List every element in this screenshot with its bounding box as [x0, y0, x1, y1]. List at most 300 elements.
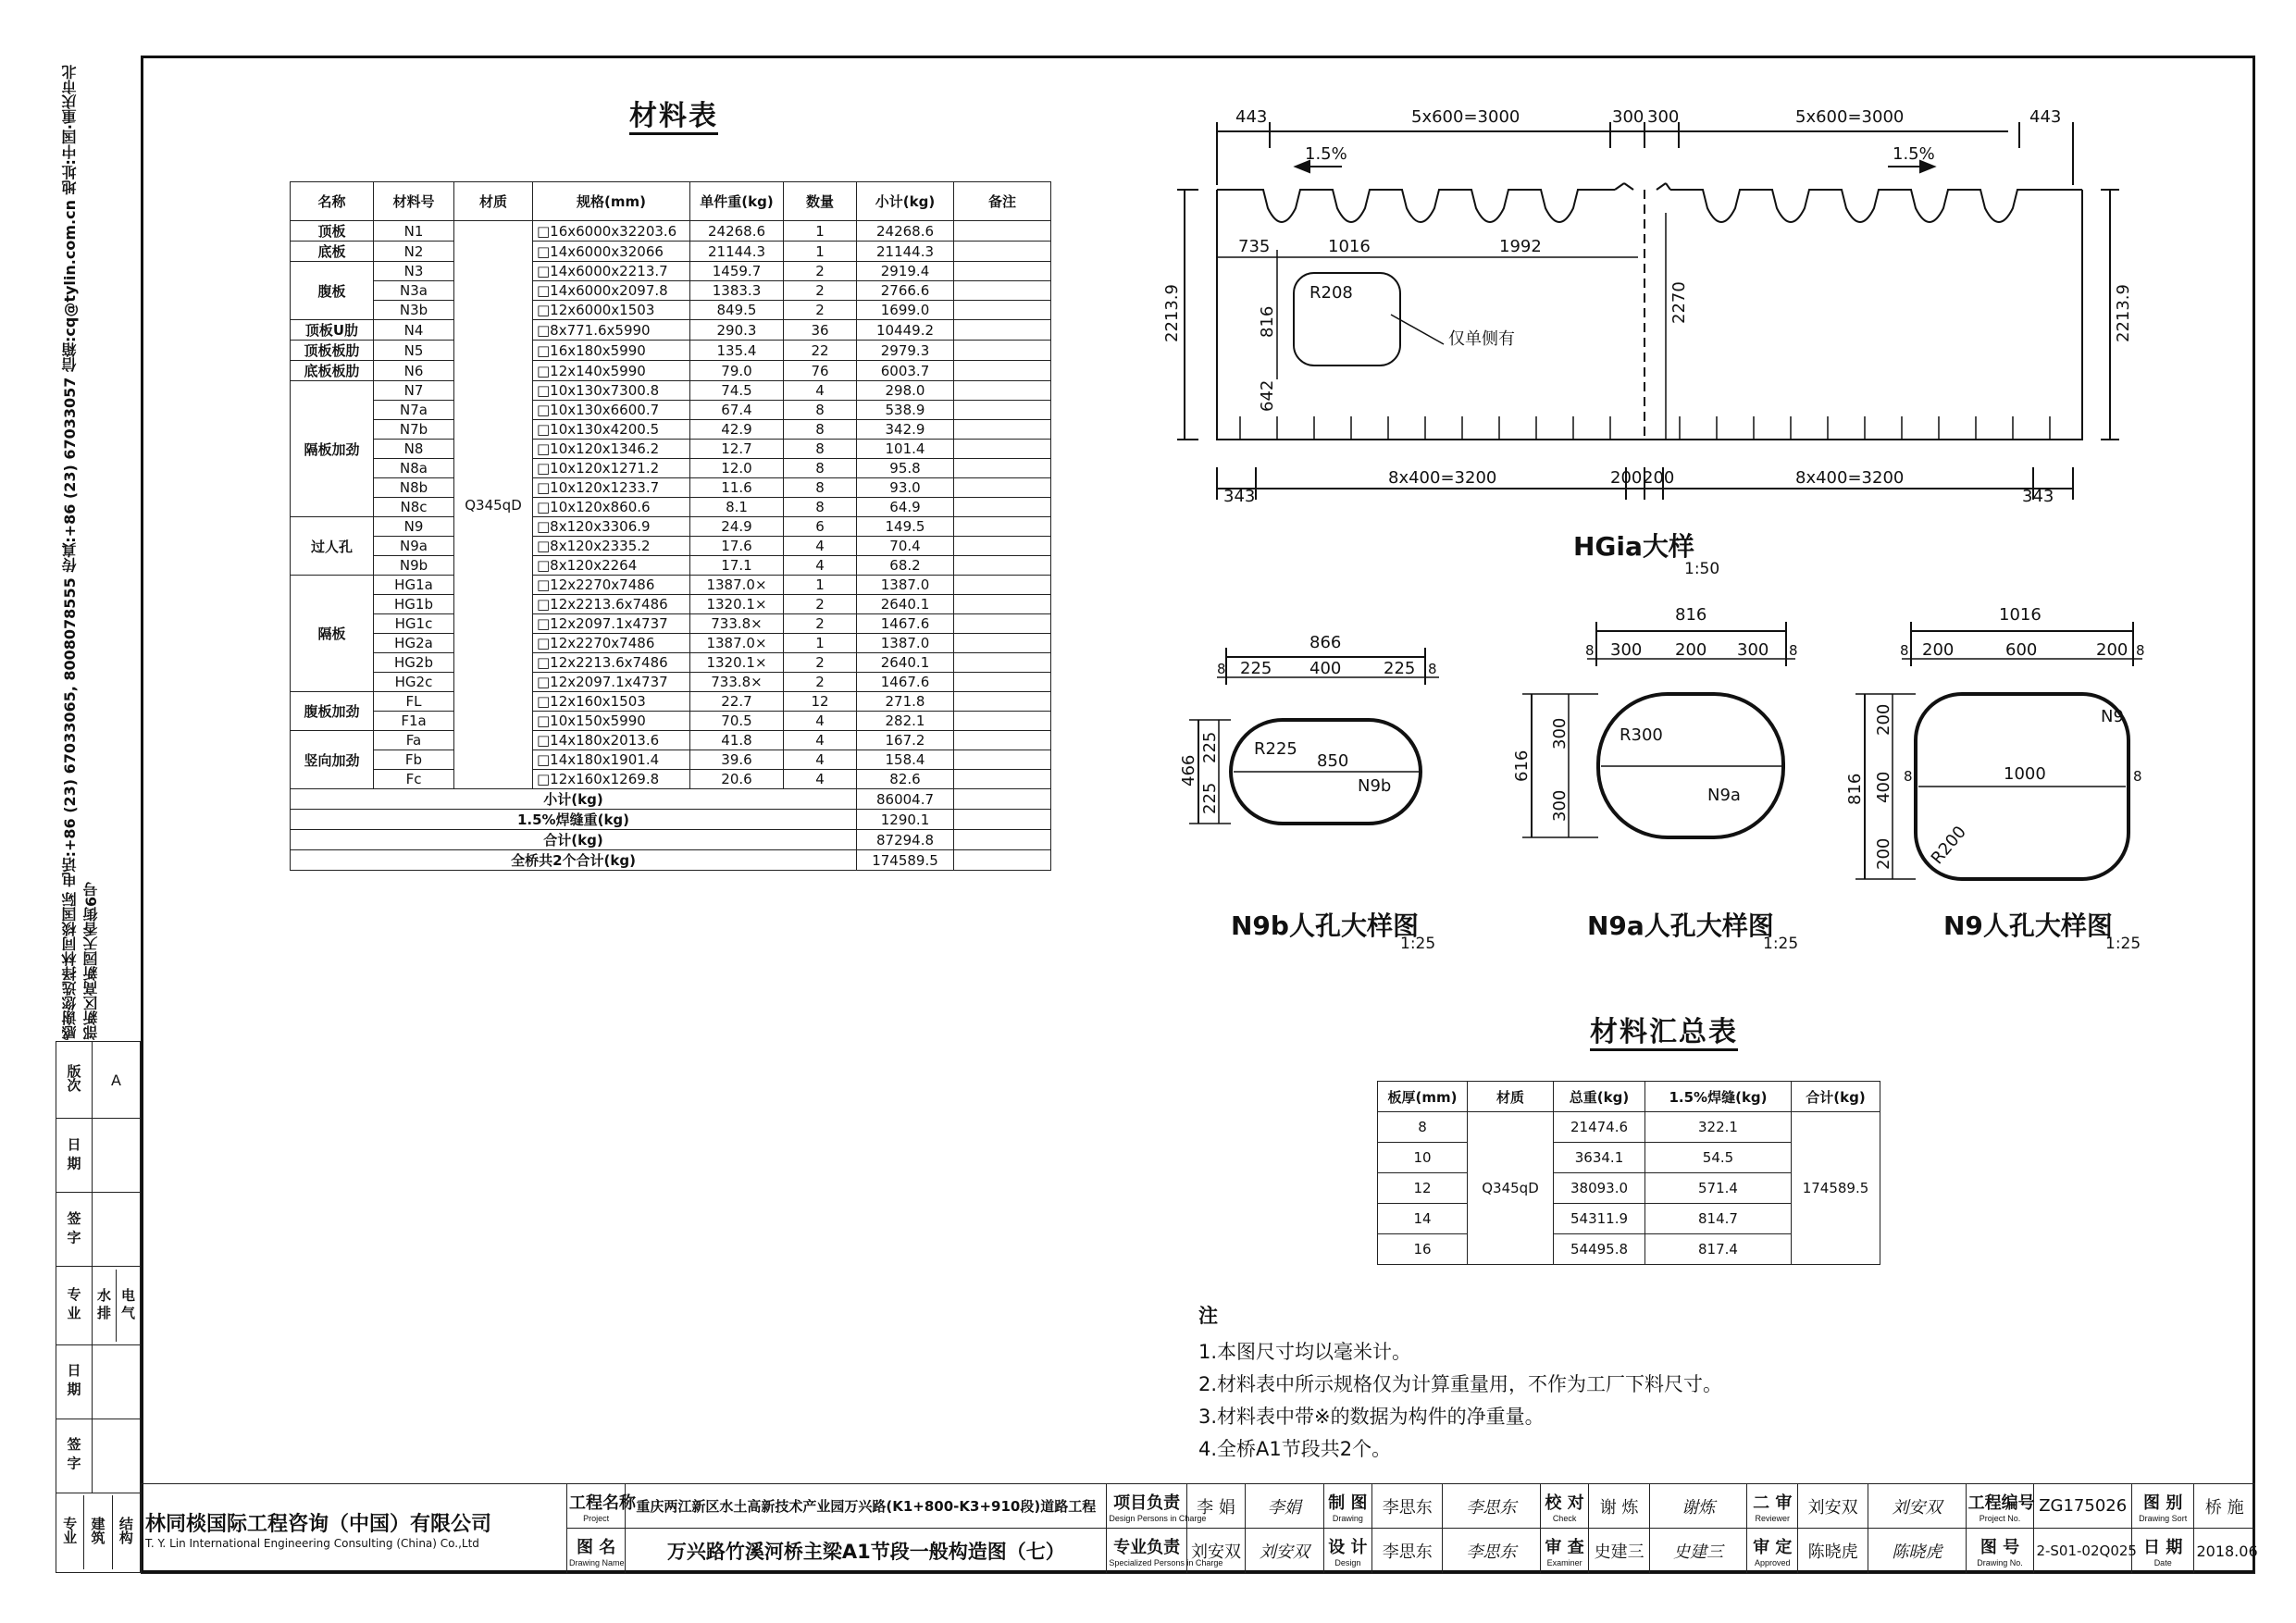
specialty-item: 水: [95, 1287, 112, 1302]
company-name-en: T. Y. Lin International Engineering Consulting (China) Co.,Ltd: [145, 1536, 479, 1550]
material-subtotal: 68.2: [857, 556, 954, 576]
material-spec: □10x120x860.6: [533, 498, 690, 517]
material-subtotal: 21144.3: [857, 242, 954, 262]
hgia-dim-height: 816: [1258, 305, 1277, 338]
material-unit-weight: 733.8×: [690, 614, 784, 634]
material-total-row: [291, 850, 1051, 871]
company-contact: 感谢您选择林同棪国际 电话:+86 (23) 67033065, 8008078555 传真:+86 (23) 67033057 信箱:cq@tylin.com.cn 地址:中国·重庆市北部新区高新园天香街6号: [61, 64, 100, 1040]
summary-header: 1.5%焊缝(kg): [1645, 1082, 1792, 1112]
n9b-vdim: 225: [1200, 731, 1220, 763]
summary-weld: 571.4: [1645, 1173, 1792, 1204]
material-spec: □12x2097.1x4737: [533, 614, 690, 634]
material-unit-weight: 41.8: [690, 731, 784, 750]
hgia-dim-top: 300: [1612, 107, 1644, 127]
material-qty: 2: [784, 614, 857, 634]
summary-table-title: 材料汇总表: [1590, 1016, 1738, 1048]
company-name-cn: 林同棪国际工程咨询（中国）有限公司: [145, 1512, 492, 1536]
material-code: HG1a: [374, 576, 454, 595]
n9-side: 8: [1904, 768, 1913, 785]
drawing-label-en: Drawing Name: [568, 1558, 625, 1567]
material-row: [291, 341, 1051, 361]
n9a-subdim: 8: [1789, 642, 1798, 659]
material-code: N3a: [374, 281, 454, 301]
material-unit-weight: 12.0: [690, 459, 784, 478]
material-subtotal: 24268.6: [857, 221, 954, 242]
material-subtotal: 149.5: [857, 517, 954, 537]
material-row: [291, 459, 1051, 478]
notes: [1198, 1300, 1722, 1466]
hgia-slope-right: 1.5%: [1893, 144, 1935, 164]
material-group-name: 过人孔: [291, 517, 374, 576]
material-subtotal: 298.0: [857, 381, 954, 401]
material-remark: [954, 576, 1051, 595]
material-total-remark: [954, 830, 1051, 850]
material-code: Fc: [374, 770, 454, 789]
material-spec: □12x2097.1x4737: [533, 673, 690, 692]
material-remark: [954, 381, 1051, 401]
material-unit-weight: 11.6: [690, 478, 784, 498]
material-subtotal: 2640.1: [857, 653, 954, 673]
summary-weight: 54311.9: [1554, 1204, 1645, 1234]
material-unit-weight: 1387.0×: [690, 634, 784, 653]
material-row: [291, 262, 1051, 281]
material-row: [291, 537, 1051, 556]
material-spec: □14x6000x2097.8: [533, 281, 690, 301]
material-remark: [954, 634, 1051, 653]
material-spec: □14x6000x32066: [533, 242, 690, 262]
material-remark: [954, 221, 1051, 242]
material-code: N9a: [374, 537, 454, 556]
version-label: 版次: [65, 1064, 82, 1093]
material-qty: 8: [784, 478, 857, 498]
material-code: Fa: [374, 731, 454, 750]
material-spec: □12x2270x7486: [533, 576, 690, 595]
material-remark: [954, 420, 1051, 440]
material-table: [290, 181, 1051, 871]
hgia-dim-inner: 1016: [1328, 237, 1371, 256]
material-total-remark: [954, 810, 1051, 830]
material-row: [291, 556, 1051, 576]
hgia-dim-top: 5x600=3000: [1411, 107, 1520, 127]
material-row: [291, 614, 1051, 634]
spec-label-en: Specialized Persons in Charge: [1109, 1558, 1223, 1567]
material-qty: 2: [784, 281, 857, 301]
n9a-height: 616: [1512, 750, 1532, 782]
material-unit-weight: 20.6: [690, 770, 784, 789]
material-grade: Q345qD: [454, 221, 533, 789]
n9b-label: N9b: [1358, 776, 1392, 796]
material-row: [291, 381, 1051, 401]
material-spec: □12x2213.6x7486: [533, 653, 690, 673]
material-row: [291, 221, 1051, 242]
hgia-dim-bottom: 343: [1223, 487, 1256, 506]
n9-vdim: 400: [1874, 771, 1893, 803]
check-name: 谢 炼: [1589, 1484, 1649, 1529]
project-label-en: Project: [583, 1513, 610, 1523]
material-qty: 4: [784, 750, 857, 770]
review-signature: 刘安双: [1868, 1484, 1966, 1529]
hgia-dim-top: 5x600=3000: [1795, 107, 1905, 127]
material-unit-weight: 42.9: [690, 420, 784, 440]
draw-label-en: Drawing: [1332, 1513, 1363, 1523]
hgia-dim-top: 443: [1235, 107, 1268, 127]
summary-header: 板厚(mm): [1378, 1082, 1468, 1112]
material-unit-weight: 8.1: [690, 498, 784, 517]
material-subtotal: 2919.4: [857, 262, 954, 281]
material-remark: [954, 341, 1051, 361]
material-qty: 22: [784, 341, 857, 361]
material-remark: [954, 301, 1051, 320]
material-code: N6: [374, 361, 454, 381]
summary-thickness: 14: [1378, 1204, 1468, 1234]
material-spec: □10x130x4200.5: [533, 420, 690, 440]
material-subtotal: 70.4: [857, 537, 954, 556]
material-qty: 12: [784, 692, 857, 712]
n9-width: 1016: [1999, 605, 2042, 625]
material-qty: 36: [784, 320, 857, 341]
material-remark: [954, 692, 1051, 712]
summary-weight: 54495.8: [1554, 1234, 1645, 1265]
hgia-dim-bottom: 200: [1610, 468, 1643, 488]
material-code: N2: [374, 242, 454, 262]
check-label: 校 对: [1545, 1493, 1584, 1513]
material-spec: □8x120x2264: [533, 556, 690, 576]
material-header-remark: 备注: [954, 182, 1051, 221]
material-qty: 4: [784, 556, 857, 576]
check-signature: 谢炼: [1649, 1484, 1746, 1529]
material-row: [291, 478, 1051, 498]
pm-signature: 李娟: [1246, 1484, 1323, 1529]
n9a-radius: R300: [1620, 725, 1663, 745]
material-unit-weight: 67.4: [690, 401, 784, 420]
summary-header: 总重(kg): [1554, 1082, 1645, 1112]
material-qty: 8: [784, 401, 857, 420]
material-group-name: 腹板: [291, 262, 374, 320]
exam-name: 史建三: [1589, 1529, 1649, 1574]
summary-table: [1377, 1081, 1880, 1265]
material-code: N1: [374, 221, 454, 242]
exam-signature: 史建三: [1649, 1529, 1746, 1574]
approve-label: 审 定: [1753, 1538, 1793, 1557]
material-row: [291, 301, 1051, 320]
material-qty: 2: [784, 301, 857, 320]
material-spec: □16x6000x32203.6: [533, 221, 690, 242]
material-unit-weight: 12.7: [690, 440, 784, 459]
material-subtotal: 93.0: [857, 478, 954, 498]
material-remark: [954, 440, 1051, 459]
material-row: [291, 731, 1051, 750]
n9-vdim: 200: [1874, 703, 1893, 736]
n9b-radius: R225: [1254, 739, 1297, 759]
n9b-subdim: 400: [1309, 659, 1342, 678]
material-code: N7b: [374, 420, 454, 440]
sign-label-2: 签 字: [65, 1437, 82, 1470]
hgia-dim-height: 2213.9: [2114, 284, 2133, 342]
material-spec: □10x120x1346.2: [533, 440, 690, 459]
hgia-dim-height: 2213.9: [1162, 284, 1182, 342]
n9-radius: R200: [1927, 822, 1970, 869]
material-spec: □16x180x5990: [533, 341, 690, 361]
project-name: 重庆两江新区水土高新技术产业园万兴路(K1+800-K3+910段)道路工程: [626, 1484, 1107, 1529]
material-remark: [954, 401, 1051, 420]
n9b-subdim: 225: [1384, 659, 1416, 678]
material-code: N8: [374, 440, 454, 459]
n9b-subdim: 8: [1428, 661, 1437, 677]
projno-label-en: Project No.: [1979, 1513, 2021, 1523]
material-header-code: 材料号: [374, 182, 454, 221]
drawing-number: 2-S01-02Q025: [2034, 1529, 2131, 1574]
material-subtotal: 271.8: [857, 692, 954, 712]
design-name: 李思东: [1372, 1529, 1443, 1574]
hgia-dim-bottom: 200: [1643, 468, 1675, 488]
version-value: A: [111, 1071, 121, 1089]
review-label-en: Reviewer: [1755, 1513, 1790, 1523]
material-unit-weight: 24268.6: [690, 221, 784, 242]
material-subtotal: 2640.1: [857, 595, 954, 614]
material-unit-weight: 17.1: [690, 556, 784, 576]
n9b-vdim: 225: [1200, 782, 1220, 814]
manhole-n9-drawing: [1828, 592, 2147, 962]
material-group-name: 顶板U肋: [291, 320, 374, 341]
summary-grand-total: 174589.5: [1792, 1112, 1880, 1265]
material-group-name: 底板: [291, 242, 374, 262]
n9b-inner: 850: [1317, 751, 1349, 771]
material-remark: [954, 673, 1051, 692]
draw-name: 李思东: [1372, 1484, 1443, 1529]
material-code: Fb: [374, 750, 454, 770]
manhole-n9b-drawing: [1161, 620, 1485, 962]
material-header-subtotal: 小计(kg): [857, 182, 954, 221]
material-qty: 76: [784, 361, 857, 381]
material-spec: □10x120x1233.7: [533, 478, 690, 498]
material-remark: [954, 281, 1051, 301]
summary-header: 材质: [1468, 1082, 1554, 1112]
summary-thickness: 10: [1378, 1143, 1468, 1173]
material-remark: [954, 478, 1051, 498]
material-qty: 2: [784, 673, 857, 692]
material-subtotal: 95.8: [857, 459, 954, 478]
material-code: N8c: [374, 498, 454, 517]
material-unit-weight: 135.4: [690, 341, 784, 361]
material-qty: 8: [784, 440, 857, 459]
material-remark: [954, 242, 1051, 262]
note-item: 4.全桥A1节段共2个。: [1198, 1438, 1392, 1460]
material-remark: [954, 517, 1051, 537]
material-row: [291, 361, 1051, 381]
material-qty: 6: [784, 517, 857, 537]
summary-thickness: 16: [1378, 1234, 1468, 1265]
material-total-remark: [954, 850, 1051, 871]
material-header-spec: 规格(mm): [533, 182, 690, 221]
material-qty: 1: [784, 221, 857, 242]
material-subtotal: 101.4: [857, 440, 954, 459]
material-code: HG1b: [374, 595, 454, 614]
material-code: N5: [374, 341, 454, 361]
material-spec: □10x120x1271.2: [533, 459, 690, 478]
n9-side: 8: [2133, 768, 2142, 785]
draw-label: 制 图: [1328, 1493, 1368, 1513]
material-spec: □12x2270x7486: [533, 634, 690, 653]
material-remark: [954, 459, 1051, 478]
review-label: 二 审: [1753, 1493, 1793, 1513]
material-group-name: 顶板: [291, 221, 374, 242]
material-code: HG2a: [374, 634, 454, 653]
material-subtotal: 282.1: [857, 712, 954, 731]
specialty-item: 排: [95, 1305, 112, 1319]
design-label: 设 计: [1328, 1538, 1368, 1557]
drawno-label: 图 号: [1980, 1538, 2020, 1557]
material-spec: □8x120x3306.9: [533, 517, 690, 537]
material-total-value: 86004.7: [857, 789, 954, 810]
n9b-title: N9b人孔大样图: [1231, 911, 1419, 941]
drawing-name: 万兴路竹溪河桥主梁A1节段一般构造图（七）: [626, 1529, 1107, 1574]
sort-label-en: Drawing Sort: [2139, 1513, 2188, 1523]
material-total-label: 全桥共2个合计(kg): [291, 850, 857, 871]
material-remark: [954, 595, 1051, 614]
n9a-subdim: 8: [1585, 642, 1595, 659]
material-header-grade: 材质: [454, 182, 533, 221]
material-unit-weight: 1320.1×: [690, 653, 784, 673]
manhole-n9a-drawing: [1495, 592, 1828, 962]
project-label: 工程名称: [568, 1493, 636, 1513]
n9a-title: N9a人孔大样图: [1587, 911, 1774, 941]
material-row: [291, 770, 1051, 789]
specialty-item: 气: [119, 1305, 136, 1319]
material-subtotal: 2979.3: [857, 341, 954, 361]
material-total-value: 174589.5: [857, 850, 954, 871]
material-code: N9: [374, 517, 454, 537]
material-group-name: 隔板: [291, 576, 374, 692]
material-qty: 4: [784, 770, 857, 789]
material-spec: □10x130x6600.7: [533, 401, 690, 420]
summary-header: 合计(kg): [1792, 1082, 1880, 1112]
material-total-row: [291, 830, 1051, 850]
n9a-label: N9a: [1707, 786, 1741, 805]
n9a-subdim: 200: [1675, 640, 1707, 660]
approve-label-en: Approved: [1754, 1558, 1791, 1567]
hgia-dim-inner: 735: [1238, 237, 1271, 256]
material-remark: [954, 262, 1051, 281]
sort-label: 图 别: [2143, 1493, 2183, 1513]
material-total-label: 合计(kg): [291, 830, 857, 850]
material-spec: □12x2213.6x7486: [533, 595, 690, 614]
material-qty: 4: [784, 381, 857, 401]
note-item: 3.材料表中带※的数据为构件的净重量。: [1198, 1406, 1545, 1428]
projno-label: 工程编号: [1967, 1493, 2035, 1513]
note-item: 2.材料表中所示规格仅为计算重量用，不作为工厂下料尺寸。: [1198, 1373, 1723, 1395]
hgia-dim-inner: 1992: [1499, 237, 1542, 256]
material-spec: □12x140x5990: [533, 361, 690, 381]
material-unit-weight: 79.0: [690, 361, 784, 381]
material-unit-weight: 733.8×: [690, 673, 784, 692]
material-code: F1a: [374, 712, 454, 731]
material-qty: 1: [784, 634, 857, 653]
material-remark: [954, 537, 1051, 556]
n9-label: N9: [2101, 707, 2124, 726]
material-subtotal: 10449.2: [857, 320, 954, 341]
specialty-label: 专 业: [65, 1287, 82, 1320]
material-code: N3b: [374, 301, 454, 320]
material-qty: 4: [784, 712, 857, 731]
material-subtotal: 1467.6: [857, 614, 954, 634]
approve-name: 陈晓虎: [1798, 1529, 1868, 1574]
material-unit-weight: 290.3: [690, 320, 784, 341]
material-unit-weight: 849.5: [690, 301, 784, 320]
material-code: N8a: [374, 459, 454, 478]
approve-signature: 陈晓虎: [1868, 1529, 1966, 1574]
material-remark: [954, 653, 1051, 673]
material-remark: [954, 361, 1051, 381]
n9b-subdim: 225: [1240, 659, 1272, 678]
material-qty: 8: [784, 420, 857, 440]
material-qty: 8: [784, 459, 857, 478]
material-unit-weight: 21144.3: [690, 242, 784, 262]
material-qty: 4: [784, 731, 857, 750]
material-row: [291, 712, 1051, 731]
n9-height: 816: [1845, 773, 1865, 805]
notes-heading: 注: [1198, 1305, 1218, 1327]
n9-subdim: 600: [2005, 640, 2038, 660]
summary-weld: 54.5: [1645, 1143, 1792, 1173]
summary-thickness: 12: [1378, 1173, 1468, 1204]
n9a-vdim: 300: [1550, 717, 1570, 750]
material-table-title: 材料表: [629, 100, 718, 132]
date-label-en: Date: [2153, 1558, 2172, 1567]
material-group-name: 底板板肋: [291, 361, 374, 381]
review-name: 刘安双: [1798, 1484, 1868, 1529]
check-label-en: Check: [1552, 1513, 1577, 1523]
hgia-scale: 1:50: [1684, 560, 1720, 578]
material-unit-weight: 70.5: [690, 712, 784, 731]
specialty-item: 电: [119, 1287, 136, 1302]
material-code: N7a: [374, 401, 454, 420]
summary-weight: 21474.6: [1554, 1112, 1645, 1143]
material-group-name: 顶板板肋: [291, 341, 374, 361]
n9-subdim: 8: [1900, 642, 1909, 659]
material-subtotal: 6003.7: [857, 361, 954, 381]
n9-subdim: 200: [1922, 640, 1955, 660]
material-subtotal: 64.9: [857, 498, 954, 517]
material-row: [291, 420, 1051, 440]
material-row: [291, 242, 1051, 262]
design-signature: 李思东: [1443, 1529, 1540, 1574]
sign-label-1: 签 字: [65, 1211, 82, 1245]
spec-signature: 刘安双: [1246, 1529, 1323, 1574]
material-remark: [954, 731, 1051, 750]
material-total-label: 小计(kg): [291, 789, 857, 810]
n9a-scale: 1:25: [1763, 935, 1799, 953]
material-qty: 1: [784, 242, 857, 262]
draw-signature: 李思东: [1443, 1484, 1540, 1529]
material-qty: 2: [784, 595, 857, 614]
hgia-dim-height: 2270: [1669, 281, 1689, 324]
date-label: 日 期: [2143, 1538, 2183, 1557]
material-row: [291, 634, 1051, 653]
exam-label-en: Examiner: [1546, 1558, 1582, 1567]
material-unit-weight: 74.5: [690, 381, 784, 401]
hgia-detail-drawing: [1157, 102, 2133, 583]
material-subtotal: 1387.0: [857, 576, 954, 595]
note-item: 1.本图尺寸均以毫米计。: [1198, 1341, 1412, 1363]
material-remark: [954, 770, 1051, 789]
hgia-dim-bottom: 8x400=3200: [1388, 468, 1497, 488]
company-contact-strip: [59, 59, 100, 1040]
material-code: HG2b: [374, 653, 454, 673]
material-header-unit-weight: 单件重(kg): [690, 182, 784, 221]
discipline-label: 建筑: [89, 1517, 106, 1545]
spec-label: 专业负责: [1113, 1538, 1181, 1557]
material-unit-weight: 17.6: [690, 537, 784, 556]
